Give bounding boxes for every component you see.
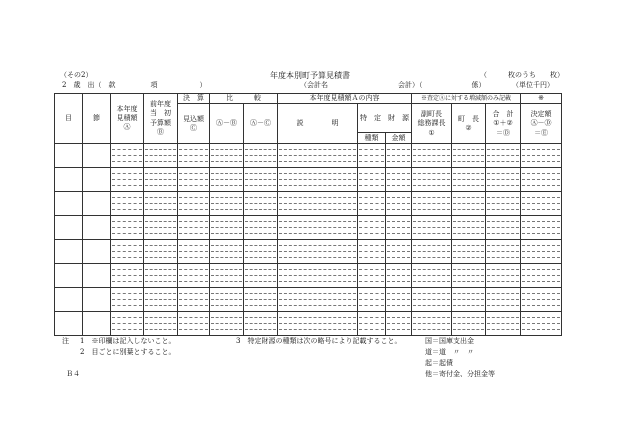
header-gokei: 合 計 ①＋② ＝Ⓓ — [486, 104, 521, 144]
entry-cell[interactable] — [521, 216, 562, 240]
entry-cell[interactable] — [412, 288, 452, 312]
entry-cell[interactable] — [278, 168, 358, 192]
entry-cell[interactable] — [486, 312, 521, 336]
table-row — [55, 240, 562, 264]
entry-cell[interactable] — [111, 312, 144, 336]
entry-cell[interactable] — [412, 264, 452, 288]
entry-cell[interactable] — [386, 144, 412, 168]
entry-cell[interactable] — [358, 240, 386, 264]
entry-cell[interactable] — [486, 240, 521, 264]
entry-cell[interactable] — [244, 216, 278, 240]
entry-cell[interactable] — [83, 288, 111, 312]
entry-cell[interactable] — [210, 312, 244, 336]
entry-cell[interactable] — [521, 144, 562, 168]
entry-cell[interactable] — [358, 216, 386, 240]
entry-cell[interactable] — [111, 216, 144, 240]
entry-cell[interactable] — [244, 168, 278, 192]
header-shurui: 種類 — [358, 133, 386, 144]
entry-cell[interactable] — [83, 216, 111, 240]
entry-cell[interactable] — [278, 192, 358, 216]
entry-cell[interactable] — [358, 264, 386, 288]
entry-cell[interactable] — [178, 288, 210, 312]
note-1: 1 ※印欄は記入しないこと。 — [80, 337, 176, 345]
entry-cell[interactable] — [386, 312, 412, 336]
entry-cell[interactable] — [144, 168, 178, 192]
entry-cell[interactable] — [111, 144, 144, 168]
entry-cell[interactable] — [244, 192, 278, 216]
entry-cell[interactable] — [178, 168, 210, 192]
form-title: 年度本別町予算見積書 — [270, 71, 350, 80]
entry-cell[interactable] — [412, 168, 452, 192]
entry-cell[interactable] — [244, 264, 278, 288]
entry-cell[interactable] — [55, 288, 83, 312]
entry-cell[interactable] — [111, 240, 144, 264]
header-setsumei: 説 明 — [278, 104, 358, 144]
entry-cell[interactable] — [178, 240, 210, 264]
entry-cell[interactable] — [144, 288, 178, 312]
part-label: （その2） — [60, 71, 93, 79]
entry-cell[interactable] — [412, 312, 452, 336]
entry-cell[interactable] — [111, 264, 144, 288]
entry-cell[interactable] — [386, 240, 412, 264]
entry-cell[interactable] — [358, 192, 386, 216]
entry-cell[interactable] — [178, 216, 210, 240]
header-kessan-top: 決 算 — [178, 94, 210, 104]
entry-cell[interactable] — [178, 264, 210, 288]
budget-estimate-table — [54, 93, 562, 336]
header-moku: 目 — [55, 94, 83, 144]
entry-cell[interactable] — [55, 240, 83, 264]
entry-cell[interactable] — [83, 168, 111, 192]
header-fukucho: 副町長 総務課長 ① — [412, 104, 452, 144]
entry-cell[interactable] — [486, 264, 521, 288]
entry-cell[interactable] — [452, 312, 486, 336]
entry-cell[interactable] — [144, 144, 178, 168]
entry-cell[interactable] — [358, 168, 386, 192]
table-row — [55, 264, 562, 288]
entry-cell[interactable] — [144, 312, 178, 336]
table-row — [55, 216, 562, 240]
entry-cell[interactable] — [521, 168, 562, 192]
code-ki: 起＝起債 — [425, 359, 453, 367]
table-row — [55, 192, 562, 216]
code-ta: 他＝寄付金、分担金等 — [425, 370, 495, 378]
page-count: （ 枚のうち 枚） — [480, 71, 564, 79]
notes-label: 注 — [62, 337, 69, 345]
note-3: 3 特定財源の種類は次の略号により記載すること。 — [236, 337, 402, 345]
entry-cell[interactable] — [244, 312, 278, 336]
entry-cell[interactable] — [144, 264, 178, 288]
entry-cell[interactable] — [521, 240, 562, 264]
entry-cell[interactable] — [83, 264, 111, 288]
entry-cell[interactable] — [486, 216, 521, 240]
table-row — [55, 144, 562, 168]
entry-cell[interactable] — [386, 264, 412, 288]
entry-cell[interactable] — [83, 312, 111, 336]
entry-cell[interactable] — [55, 168, 83, 192]
entry-cell[interactable] — [452, 288, 486, 312]
entry-cell[interactable] — [83, 240, 111, 264]
code-do: 道＝道 〃 〃 — [425, 348, 474, 356]
entry-cell[interactable] — [210, 264, 244, 288]
header-prev-budget: 前年度 当 初 予算額 Ⓑ — [144, 94, 178, 144]
entry-cell[interactable] — [210, 288, 244, 312]
entry-cell[interactable] — [55, 312, 83, 336]
entry-cell[interactable] — [144, 216, 178, 240]
header-kessan: 見込額 Ⓒ — [178, 104, 210, 144]
header-satei: ※査定Ⓐに対する増減額のみ記載 — [412, 94, 521, 104]
entry-cell[interactable] — [486, 168, 521, 192]
entry-cell[interactable] — [278, 312, 358, 336]
entry-cell[interactable] — [210, 240, 244, 264]
table-row — [55, 168, 562, 192]
header-tokutei: 特 定 財 源 — [358, 104, 412, 133]
entry-cell[interactable] — [244, 288, 278, 312]
entry-cell[interactable] — [412, 144, 452, 168]
entry-cell[interactable] — [111, 288, 144, 312]
entry-cell[interactable] — [486, 192, 521, 216]
entry-cell[interactable] — [278, 264, 358, 288]
paper-size: Ｂ４ — [66, 370, 80, 378]
table-body — [55, 144, 562, 336]
entry-cell[interactable] — [244, 144, 278, 168]
note-2: 2 目ごとに別葉とすること。 — [80, 348, 176, 356]
header-kettei-top: ※ — [521, 94, 562, 104]
entry-cell[interactable] — [111, 168, 144, 192]
account-label: （会計名 会計）（ 係） — [300, 81, 486, 89]
entry-cell[interactable] — [210, 192, 244, 216]
entry-cell[interactable] — [55, 144, 83, 168]
header-setsu: 節 — [83, 94, 111, 144]
section-label: 2 歳 出（ 款 項 ） — [62, 81, 207, 89]
entry-cell[interactable] — [210, 144, 244, 168]
entry-cell[interactable] — [178, 144, 210, 168]
entry-cell[interactable] — [358, 312, 386, 336]
entry-cell[interactable] — [412, 216, 452, 240]
header-hikaku-a-c: Ⓐ－Ⓒ — [244, 104, 278, 144]
header-hikaku: 比 較 — [210, 94, 278, 104]
entry-cell[interactable] — [386, 192, 412, 216]
entry-cell[interactable] — [521, 264, 562, 288]
entry-cell[interactable] — [486, 288, 521, 312]
entry-cell[interactable] — [386, 168, 412, 192]
entry-cell[interactable] — [144, 192, 178, 216]
entry-cell[interactable] — [144, 240, 178, 264]
entry-cell[interactable] — [452, 216, 486, 240]
header-chocho: 町 長 ② — [452, 104, 486, 144]
entry-cell[interactable] — [278, 216, 358, 240]
entry-cell[interactable] — [55, 216, 83, 240]
entry-cell[interactable] — [210, 168, 244, 192]
entry-cell[interactable] — [244, 240, 278, 264]
entry-cell[interactable] — [83, 144, 111, 168]
entry-cell[interactable] — [452, 192, 486, 216]
entry-cell[interactable] — [178, 312, 210, 336]
entry-cell[interactable] — [278, 240, 358, 264]
entry-cell[interactable] — [521, 312, 562, 336]
entry-cell[interactable] — [83, 192, 111, 216]
entry-cell[interactable] — [386, 288, 412, 312]
entry-cell[interactable] — [452, 240, 486, 264]
entry-cell[interactable] — [358, 144, 386, 168]
entry-cell[interactable] — [452, 168, 486, 192]
code-kuni: 国＝国庫支出金 — [425, 337, 474, 345]
entry-cell[interactable] — [412, 192, 452, 216]
header-naiyo: 本年度見積額Ａの内容 — [278, 94, 412, 104]
entry-cell[interactable] — [210, 216, 244, 240]
table-row — [55, 312, 562, 336]
entry-cell[interactable] — [178, 192, 210, 216]
entry-cell[interactable] — [521, 192, 562, 216]
entry-cell[interactable] — [521, 288, 562, 312]
entry-cell[interactable] — [111, 192, 144, 216]
entry-cell[interactable] — [278, 144, 358, 168]
entry-cell[interactable] — [278, 288, 358, 312]
header-hikaku-a-b: Ⓐ－Ⓑ — [210, 104, 244, 144]
entry-cell[interactable] — [55, 264, 83, 288]
header-kettei: 決定額 Ⓐ－Ⓓ ＝Ⓔ — [521, 104, 562, 144]
entry-cell[interactable] — [55, 192, 83, 216]
entry-cell[interactable] — [386, 216, 412, 240]
entry-cell[interactable] — [452, 144, 486, 168]
entry-cell[interactable] — [486, 144, 521, 168]
unit-label: （単位千円） — [512, 81, 554, 89]
entry-cell[interactable] — [412, 240, 452, 264]
table-row — [55, 288, 562, 312]
header-kingaku: 金額 — [386, 133, 412, 144]
header-current-estimate: 本年度 見積額 Ⓐ — [111, 94, 144, 144]
entry-cell[interactable] — [452, 264, 486, 288]
entry-cell[interactable] — [358, 288, 386, 312]
